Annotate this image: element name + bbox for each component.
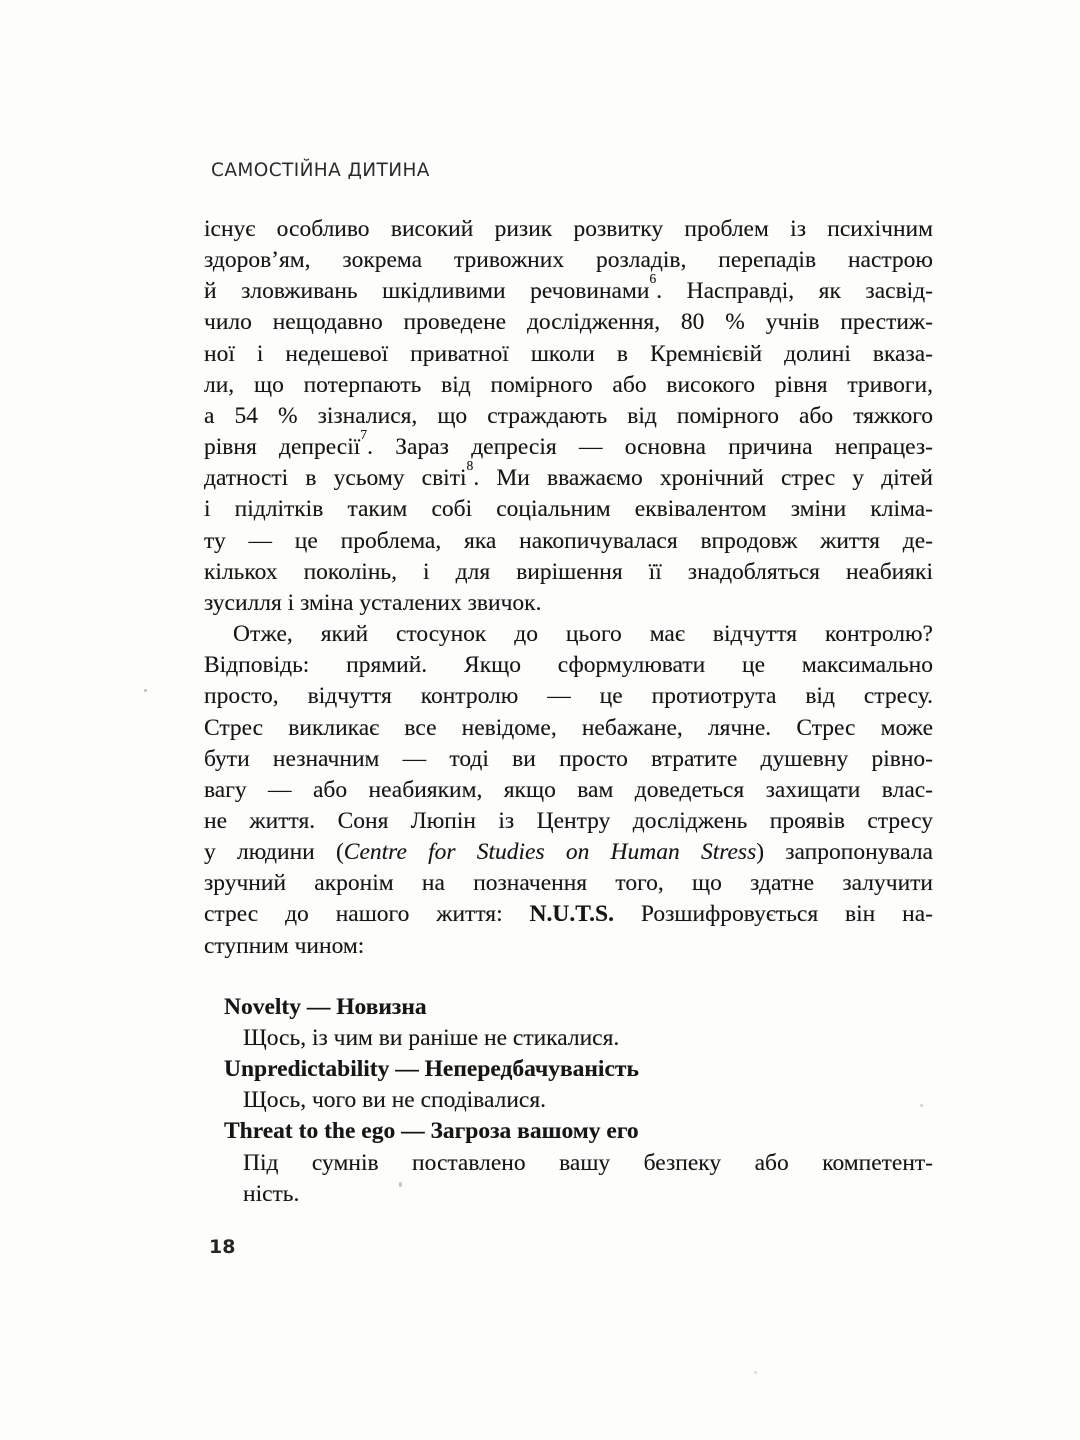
- text-segment: бути незначним — тоді ви просто втратите душевну рівно-: [204, 745, 933, 772]
- paragraph: [204, 214, 933, 619]
- text-segment: існує особливо високий ризик розвитку проблем із психічним: [204, 216, 933, 242]
- text-segment: ність.: [243, 1180, 300, 1207]
- text-line: [204, 899, 933, 930]
- italic-text: Centre for Studies on Human Stress: [343, 839, 757, 866]
- list-item: [204, 1116, 933, 1209]
- text-line: [204, 806, 933, 837]
- text-segment: ) запропонувала: [756, 839, 933, 866]
- text-segment: . Ми вважаємо хронічний стрес у дітей: [473, 465, 933, 492]
- text-line: [204, 1148, 933, 1179]
- paragraphs-container: [204, 214, 933, 962]
- text-line: [204, 401, 933, 432]
- list-item: [204, 1054, 933, 1116]
- text-line: [204, 494, 933, 525]
- text-segment: Відповідь: прямий. Якщо сформулювати це максимально: [204, 652, 933, 679]
- footnote-reference: 7: [360, 426, 368, 442]
- text-line: [204, 1085, 933, 1116]
- text-segment: Розшифровується він на-: [613, 901, 933, 928]
- text-segment: Під сумнів поставлено вашу безпеку або компетент-: [243, 1149, 933, 1176]
- text-segment: Стрес викликає все невідоме, небажане, лячне. Стрес може: [204, 714, 933, 741]
- text-segment: ступним чином:: [204, 932, 365, 959]
- text-segment: чило нещодавно проведене дослідження, 80 % учнів престиж-: [204, 309, 933, 336]
- text-segment: не життя. Соня Люпін із Центру досліджень проявів стресу: [204, 807, 933, 834]
- text-line: [204, 339, 933, 370]
- text-line: [204, 270, 933, 307]
- text-segment: Щось, чого ви не сподівалися.: [243, 1087, 547, 1114]
- text-segment: . Насправді, як засвід-: [656, 278, 933, 305]
- text-line: [204, 1179, 933, 1210]
- paragraph: [204, 619, 933, 962]
- text-segment: Щось, із чим ви раніше не стикалися.: [243, 1024, 620, 1051]
- running-header: САМОСТІЙНА ДИТИНА: [211, 160, 430, 181]
- text-line: [204, 307, 933, 338]
- text-segment: здоров’ям, зокрема тривожних розладів, перепадів настрою: [204, 247, 933, 274]
- text-segment: Threat to the ego — Загроза вашому его: [224, 1118, 639, 1145]
- text-line: [204, 868, 933, 899]
- scan-speck: [754, 1371, 757, 1374]
- text-segment: Novelty — Новизна: [224, 993, 427, 1020]
- text-line: [204, 457, 933, 494]
- text-line: [204, 931, 933, 962]
- nuts-list: [204, 992, 933, 1210]
- text-segment: зручний акронім на позначення того, що здатне залучити: [204, 870, 933, 897]
- text-segment: Отже, який стосунок до цього має відчуття контролю?: [233, 621, 933, 648]
- text-segment: ли, що потерпають від помірного або високого рівня тривоги,: [204, 371, 933, 398]
- text-segment: і підлітків таким собі соціальним еквівалентом зміни кліма-: [204, 496, 933, 523]
- text-segment: Unpredictability — Непередбачуваність: [224, 1056, 639, 1083]
- text-segment: ної і недешевої приватної школи в Кремнієвій долині вказа-: [204, 340, 933, 367]
- text-segment: стрес до нашого життя:: [204, 901, 530, 928]
- text-line: [204, 744, 933, 775]
- scan-speck: [144, 689, 147, 692]
- text-line: [204, 837, 933, 868]
- text-line: [204, 1116, 933, 1147]
- text-line: [204, 992, 933, 1023]
- text-line: [204, 588, 933, 619]
- text-line: [204, 1023, 933, 1054]
- text-segment: зусилля і зміна усталених звичок.: [204, 589, 542, 616]
- text-line: [204, 713, 933, 744]
- body-text: [204, 214, 933, 1210]
- text-line: [204, 370, 933, 401]
- text-segment: просто, відчуття контролю — це протиотрута від стресу.: [204, 683, 933, 710]
- text-segment: кількох поколінь, і для вирішення її знадобляться неабиякі: [204, 558, 933, 585]
- text-line: [204, 681, 933, 712]
- text-segment: датності в усьому світі: [204, 465, 467, 492]
- text-line: [204, 619, 933, 650]
- text-line: [204, 426, 933, 463]
- text-line: [204, 557, 933, 588]
- page-number: 18: [209, 1236, 236, 1258]
- text-line: [204, 245, 933, 276]
- text-line: [204, 526, 933, 557]
- text-line: [204, 775, 933, 806]
- text-line: [204, 650, 933, 681]
- list-item: [204, 992, 933, 1054]
- text-segment: ту — це проблема, яка накопичувалася впродовж життя де-: [204, 527, 933, 554]
- scan-speck: [399, 1182, 402, 1187]
- text-segment: а 54 % зізналися, що страждають від помірного або тяжкого: [204, 402, 933, 429]
- text-segment: й зловживань шкідливими речовинами: [204, 278, 650, 305]
- footnote-reference: 8: [466, 457, 474, 473]
- text-segment: вагу — або неабияким, якщо вам доведеться захищати влас-: [204, 776, 933, 803]
- text-line: [204, 214, 933, 245]
- footnote-reference: 6: [649, 270, 657, 286]
- text-line: [204, 1054, 933, 1085]
- bold-text: N.U.T.S.: [529, 901, 614, 928]
- scan-speck: [920, 1104, 923, 1107]
- text-segment: у людини (: [204, 839, 344, 866]
- text-segment: рівня депресії: [204, 434, 361, 461]
- text-segment: . Зараз депресія — основна причина непрацез-: [367, 434, 933, 461]
